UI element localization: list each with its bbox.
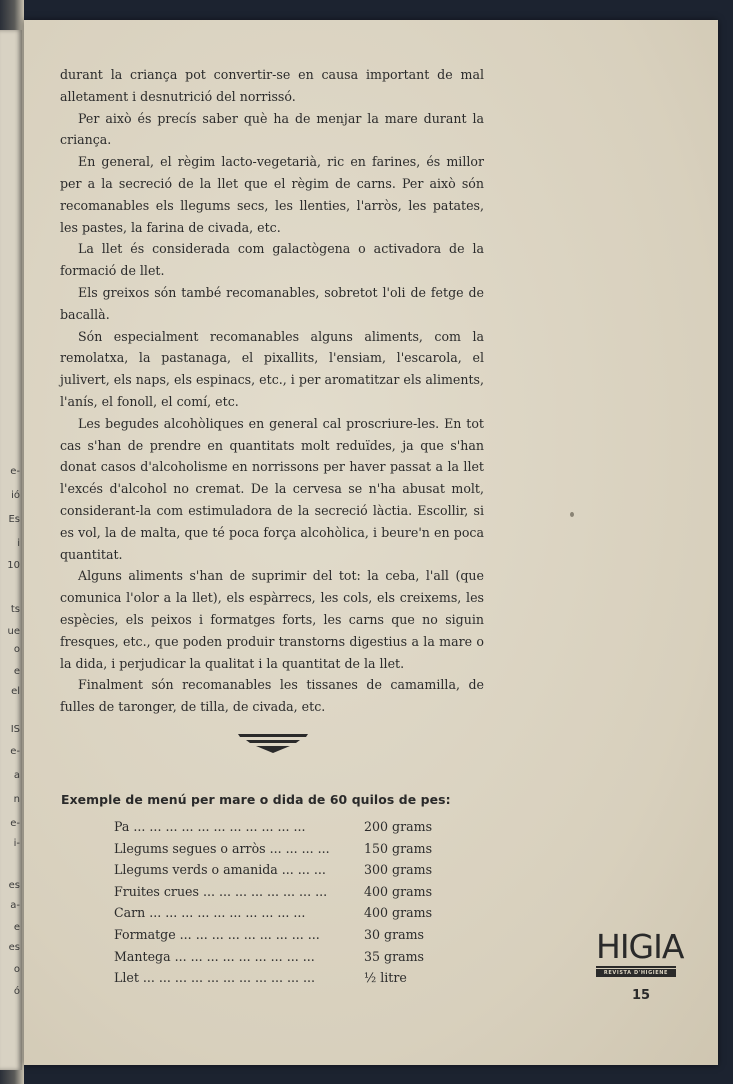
left-page-fragment: n: [13, 794, 20, 805]
menu-item-name: Mantega ... ... ... ... ... ... ... ... ...: [114, 948, 315, 964]
left-page-fragment: e-: [10, 746, 20, 757]
menu-row: [114, 946, 434, 968]
left-page-fragment: e: [13, 922, 20, 933]
menu-item-name: Pa ... ... ... ... ... ... ... ... ... ... ...: [114, 819, 306, 834]
paragraph: Finalment són recomanables les tissanes de camamilla, de fulles de taronger, de tilla, de civada, etc.: [60, 677, 484, 715]
menu-item-quantity: 35 grams: [364, 948, 425, 964]
menu-item-name: Carn ... ... ... ... ... ... ... ... ... ...: [114, 905, 306, 921]
menu-item-quantity: ½ litre: [364, 970, 407, 986]
left-page-fragment: es: [8, 880, 20, 891]
article-body: [60, 64, 484, 718]
left-page-fragment: ue: [7, 626, 20, 637]
left-page-fragment: o: [13, 964, 20, 975]
left-page-fragment: e: [13, 666, 20, 677]
left-page-fragment: ts: [10, 604, 20, 615]
paragraph: durant la criança pot convertir-se en causa important de mal alletament i desnutrició del norrissó.: [60, 67, 484, 104]
paragraph: Són especialment recomanables alguns aliments, com la remolatxa, la pastanaga, el pixallits, l'ensiam, l'escarola, el julivert, els naps, els espinacs, etc., i per aromatitzar els aliments, l'anís, el fonoll, el comí, etc.: [60, 328, 484, 409]
menu-list: [114, 816, 434, 989]
menu-item-name: Llegums segues o arròs ... ... ... ...: [114, 840, 330, 856]
menu-item-quantity: 30 grams: [364, 926, 425, 942]
menu-row: [114, 924, 434, 946]
left-page-fragment: a-: [10, 900, 20, 911]
menu-item-quantity: 200 grams: [364, 819, 433, 834]
left-page-fragment: e-: [10, 818, 20, 829]
higia-logo: [596, 927, 684, 980]
paragraph: En general, el règim lacto-vegetarià, ric en farines, és millor per a la secreció de la llet que el règim de carns. Per això són recomanables els llegums secs, les llenties, l'arròs, les patates, les pastes, la farina de civada, etc.: [60, 154, 484, 235]
menu-item-name: Llet ... ... ... ... ... ... ... ... ... ... ...: [114, 970, 316, 986]
menu-item-quantity: 400 grams: [364, 905, 433, 921]
left-page-fragment: a: [13, 770, 20, 781]
left-page-fragment: e-: [10, 466, 20, 477]
left-page-fragment: ió: [11, 490, 20, 501]
menu-row: [114, 859, 434, 881]
left-page-fragment: 10: [7, 560, 20, 571]
page-number: 15: [632, 988, 651, 1003]
menu-row: [114, 881, 434, 903]
menu-row: [114, 902, 434, 924]
paragraph: Alguns aliments s'han de suprimir del tot: la ceba, l'all (que comunica l'olor a la llet), els espàrrecs, les cols, els creixems, les espècies, els peixos i formatges forts, les carns que no siguin fresques, etc., que poden produir transtorns digestius a la mare o la dida, i perjudicar la qualitat i la quantitat de la llet.: [60, 568, 484, 671]
page: [24, 20, 718, 1065]
menu-item-name: Formatge ... ... ... ... ... ... ... ... ...: [114, 926, 320, 942]
paragraph: Per això és precís saber què ha de menjar la mare durant la criança.: [60, 110, 484, 148]
left-page-fragment: es: [8, 942, 20, 953]
paper-speck: [570, 512, 574, 517]
menu-row: [114, 967, 434, 989]
logo-title: HIGIA: [596, 927, 684, 966]
left-page-fragment: el: [11, 686, 20, 697]
logo-subtitle: REVISTA D'HIGIENE: [596, 969, 676, 977]
left-page-fragment: Es: [8, 514, 20, 525]
left-page-fragment: o: [13, 644, 20, 655]
menu-item-quantity: 400 grams: [364, 883, 433, 899]
paragraph: La llet és considerada com galactògena o activadora de la formació de llet.: [60, 241, 484, 279]
menu-item-quantity: 150 grams: [364, 840, 433, 856]
section-divider: [238, 734, 308, 754]
left-page-fragment: i-: [13, 838, 20, 849]
menu-item-quantity: 300 grams: [364, 862, 433, 878]
menu-item-name: Llegums verds o amanida ... ... ...: [114, 862, 326, 878]
left-page-fragment: i: [17, 538, 20, 549]
left-page-fragment: IS: [10, 724, 20, 735]
left-page-fragment: ó: [13, 986, 20, 997]
menu-row: [114, 838, 434, 860]
left-page-edge: [0, 30, 22, 1070]
menu-item-name: Fruites crues ... ... ... ... ... ... ... ...: [114, 883, 328, 899]
paragraph: Les begudes alcohòliques en general cal proscriure-les. En tot cas s'han de prendre en quantitats molt reduïdes, ja que s'han donat casos d'alcoholisme en norrissons per haver passat a la llet l'excés d'alcohol no cremat. De la cervesa se n'ha abusat molt, considerant-la com estimuladora de la secreció làctia. Escollir, si es vol, la de malta, que té poca força alcohòlica, i beure'n en poca quantitat.: [60, 415, 484, 562]
menu-row: [114, 816, 434, 838]
menu-title: Exemple de menú per mare o dida de 60 quilos de pes:: [61, 792, 451, 807]
paragraph: Els greixos són també recomanables, sobretot l'oli de fetge de bacallà.: [60, 284, 484, 322]
